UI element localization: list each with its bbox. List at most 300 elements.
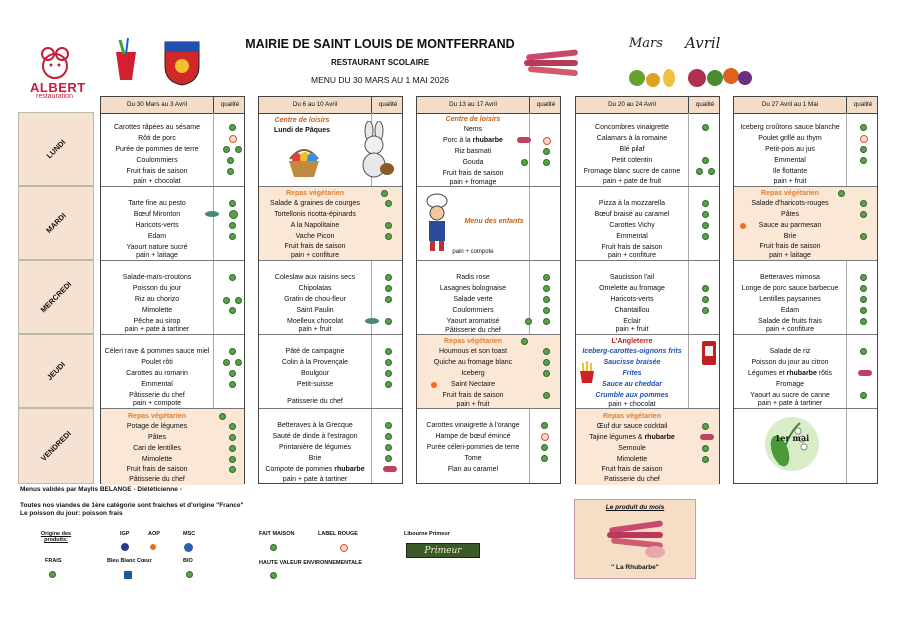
menu-mercredi (417, 261, 560, 335)
bio-icon (229, 445, 236, 452)
menu-jeudi (417, 335, 560, 409)
origine-label: Origine des produits: (40, 531, 72, 543)
bio-icon (229, 210, 238, 219)
meat-note: Toutes nos viandes de 1ère catégorie sont fraiches et d'origine "France" (20, 502, 244, 509)
rhubarb-photo-icon (605, 516, 667, 560)
menu-mercredi (101, 261, 244, 335)
frais-icon (385, 422, 392, 429)
msc-fish-icon (205, 211, 219, 217)
menu-line: Boulgour (300, 370, 330, 377)
rhubarb-icon (858, 370, 872, 376)
menu-line: Pâtes (148, 434, 166, 441)
menu-mercredi (259, 261, 402, 335)
event-centre-loisirs: Centre de loisirs (274, 117, 330, 124)
menu-line: Semoule (618, 445, 646, 452)
week-header (101, 97, 244, 114)
bio-icon (860, 285, 867, 292)
menu-line: Saucisse braisée (603, 359, 661, 366)
menu-line: Moelleux chocolat (286, 318, 344, 325)
frais-icon (385, 348, 392, 355)
bio-icon (385, 444, 392, 451)
menu-line: Coulommiers (452, 307, 494, 314)
week-header (576, 97, 719, 114)
bio-icon (860, 296, 867, 303)
produit-du-mois (574, 499, 696, 579)
menu-mardi (417, 187, 560, 261)
menu-line: Sauté de dinde à l'estragon (272, 433, 358, 440)
msc-label: MSC (183, 531, 196, 537)
label-rouge-label: LABEL ROUGE (318, 531, 358, 537)
aop-icon (150, 544, 156, 550)
drink-logo-icon (110, 36, 142, 88)
quality-header: qualité (846, 97, 879, 113)
menu-line: Edam (147, 233, 167, 240)
vegetarian-tag: Repas végétarien (603, 413, 661, 420)
menu-line: Sauce au parmesan (758, 222, 822, 229)
menu-line: Porc à la rhubarbe (443, 137, 503, 144)
frais-icon (543, 392, 550, 399)
bio-icon (860, 211, 867, 218)
frais-icon (229, 466, 236, 473)
menu-line: Petit-suisse (296, 381, 334, 388)
bio-icon (385, 285, 392, 292)
month-mars: Mars (629, 36, 663, 51)
easter-basket-icon (287, 139, 321, 179)
bio-icon (229, 307, 236, 314)
frais-icon (229, 124, 236, 131)
quality-header: qualité (529, 97, 562, 113)
menu-mardi (101, 187, 244, 261)
week-column-1 (100, 96, 245, 484)
menu-line: pain + fromage (449, 179, 497, 186)
menu-line: pain + fruit (456, 401, 490, 408)
week-header (734, 97, 877, 114)
menu-line: pain + pate à tartiner (282, 476, 348, 483)
months-illustration (617, 34, 757, 90)
menu-line: Poulet grillé au thym (758, 135, 822, 142)
vegetarian-tag: Repas végétarien (761, 190, 819, 197)
frais-icon (385, 274, 392, 281)
easter-bunny-icon (351, 121, 399, 179)
validated-note: Menus validés par Maylis BELANGE - Diététicienne - (20, 486, 182, 493)
rhubarb-icon (517, 137, 531, 143)
bio-icon (229, 456, 236, 463)
bio-icon (385, 222, 392, 229)
menu-line: Emmental (616, 233, 648, 240)
bio-icon (541, 444, 548, 451)
menu-line: Brie (308, 455, 322, 462)
menu-line: pain + fruit (773, 178, 807, 185)
menu-line: Salade verte (453, 296, 493, 303)
menu-line: Patisserie du chef (287, 398, 343, 405)
menu-line: Yaourt aromatisé (446, 318, 500, 325)
menu-line: Sauce au cheddar (602, 381, 662, 388)
frais-icon (543, 159, 550, 166)
frais-icon (219, 413, 226, 420)
month-avril: Avril (685, 34, 721, 52)
fish-note: Le poisson du jour: poisson frais (20, 510, 123, 517)
menu-vendredi (417, 409, 560, 485)
menu-line: Betteraves mimosa (760, 274, 820, 281)
bio-icon (229, 222, 236, 229)
menu-line: Purée céleri-pommes de terre (426, 444, 520, 451)
fries-icon (578, 361, 596, 383)
menu-line: Haricots-verts (610, 296, 654, 303)
menu-line: Saint Paulin (296, 307, 334, 314)
menu-line: Riz au chorizo (134, 296, 180, 303)
frais-icon (543, 296, 550, 303)
menu-line: Edam (780, 307, 800, 314)
week-column-5 (733, 96, 878, 484)
menu-line: Potage de légumes (126, 423, 188, 430)
week-column-2 (258, 96, 403, 484)
chef-character-icon (423, 193, 451, 253)
menu-line: Tarte fine au pesto (128, 200, 186, 207)
menu-period: MENU DU 30 MARS AU 1 MAI 2026 (311, 75, 449, 85)
bio-icon (385, 359, 392, 366)
fruits-vegetables-icon (617, 34, 757, 90)
produit-name: " La Rhubarbe" (611, 564, 659, 571)
menu-mercredi (734, 261, 877, 335)
menu-jeudi (734, 335, 877, 409)
rhubarb-icon (383, 466, 397, 472)
label-rouge-icon (860, 135, 868, 143)
frais-icon (860, 124, 867, 131)
menu-line: Iceberg (461, 370, 485, 377)
frais-icon (385, 233, 392, 240)
label-rouge-icon (702, 211, 709, 218)
frais-icon (860, 348, 867, 355)
menu-line: Œuf dur sauce cocktail (596, 423, 668, 430)
bio-icon (541, 455, 548, 462)
frais-icon (543, 274, 550, 281)
city-crest-icon (163, 40, 201, 86)
vegetarian-tag: Repas végétarien (286, 190, 344, 197)
bio-icon (235, 297, 242, 304)
menu-line: Pâtisserie du chef (445, 327, 501, 334)
menu-line: Salade de riz (769, 348, 811, 355)
frais-icon (702, 285, 709, 292)
quality-header: qualité (213, 97, 246, 113)
menu-line: Iceberg-carottes-oignons frits (582, 348, 682, 355)
menu-line: Céleri rave & pommes sauce miel (104, 348, 210, 355)
bio-icon (229, 381, 236, 388)
menu-line: Haricots-verts (135, 222, 179, 229)
menu-line: Tortellonis ricotta-épinards (274, 211, 356, 218)
menu-line: Fruit frais de saison (284, 243, 346, 250)
page-subtitle: RESTAURANT SCOLAIRE (330, 58, 430, 67)
menu-line: Calamars à la romaine (596, 135, 668, 142)
frais-icon (860, 200, 867, 207)
hve-icon (270, 572, 277, 579)
menu-line: Riz basmati (454, 148, 492, 155)
menu-line: Fruit frais de saison (126, 466, 188, 473)
page-title: MAIRIE DE SAINT LOUIS DE MONTFERRAND (245, 37, 515, 51)
frais-icon (229, 423, 236, 430)
week-dates: Du 13 au 17 Avril (449, 101, 497, 108)
bio-icon (543, 318, 550, 325)
day-label-vendredi: VENDREDI (18, 408, 94, 484)
menu-line: Chantaillou (614, 307, 650, 314)
menu-line: Radis rose (456, 274, 490, 281)
primeur-logo: Primeur (406, 543, 480, 558)
menu-vendredi (101, 409, 244, 485)
bio-icon (860, 392, 867, 399)
frais-icon (223, 359, 230, 366)
bio-icon (702, 456, 709, 463)
menu-line: pain + confiture (290, 252, 340, 259)
menu-line: pain + laitage (136, 252, 178, 259)
menu-line: Flan au caramel (447, 466, 499, 473)
brand-name: ALBERT (30, 80, 86, 95)
menu-line: Printanière de légumes (279, 444, 351, 451)
msc-icon (184, 543, 193, 552)
menu-line: Tajine légumes & rhubarbe (589, 434, 675, 441)
menu-line: pain + confiture (765, 326, 815, 333)
day-label-jeudi: JEUDI (18, 334, 94, 408)
frais-icon (696, 168, 703, 175)
menu-mardi (734, 187, 877, 261)
frais-icon (521, 338, 528, 345)
menu-line: pain + confiture (607, 252, 657, 259)
bio-icon (543, 307, 550, 314)
menu-line: pain + pate à tartiner (757, 400, 823, 407)
label-rouge-icon (385, 433, 392, 440)
day-label-lundi: LUNDI (18, 112, 94, 186)
bio-label: BIO (183, 558, 193, 564)
menu-line: Frites (622, 370, 642, 377)
menu-line: Crumble aux pommes (595, 392, 669, 399)
menu-line: Carottes vinaigrette à l'orange (426, 422, 520, 429)
theme-tag-angleterre: L'Angleterre (611, 338, 653, 345)
menu-lundi (101, 113, 244, 187)
quality-header: qualité (688, 97, 721, 113)
menu-line: Pâtisserie du chef (129, 476, 185, 483)
bio-icon (702, 222, 709, 229)
frais-icon (860, 274, 867, 281)
bio-icon (860, 233, 867, 240)
bio-icon (543, 285, 550, 292)
menu-vendredi (734, 409, 877, 485)
menu-line: Carottes râpées au sésame (114, 124, 200, 131)
bio-icon (229, 370, 236, 377)
frais-icon (525, 318, 532, 325)
week-dates: Du 20 au 24 Avril (608, 101, 656, 108)
bio-icon (543, 359, 550, 366)
week-dates: Du 6 au 10 Avril (292, 101, 338, 108)
bleu-blanc-coeur-icon (124, 571, 132, 579)
menu-line: Saucisson l'ail (609, 274, 655, 281)
menu-line: Salade d'haricots-rouges (751, 200, 829, 207)
menu-line: pain + compote (452, 249, 494, 255)
menu-line: Pizza à la mozzarella (598, 200, 666, 207)
bio-icon (229, 233, 236, 240)
menu-line: Gouda (462, 159, 484, 166)
week-header (417, 97, 560, 114)
aop-label: AOP (148, 531, 160, 537)
menu-line: Eclair (623, 318, 641, 325)
menu-line: Saint Nectaire (451, 381, 495, 388)
frais-icon (385, 318, 392, 325)
menu-line: Rôti de porc (138, 135, 176, 142)
menu-jeudi (259, 335, 402, 409)
menu-mercredi (576, 261, 719, 335)
aop-icon (431, 382, 437, 388)
bio-icon (702, 445, 709, 452)
msc-fish-icon (365, 318, 379, 324)
menu-jeudi (101, 335, 244, 409)
menu-line: Longe de porc sauce barbecue (741, 285, 839, 292)
menu-line: Carottes Vichy (609, 222, 655, 229)
bio-icon (235, 146, 242, 153)
menu-line: Carottes au romarin (126, 370, 188, 377)
menu-line: Quiche au fromage blanc (433, 359, 513, 366)
menu-line: Iceberg croûtons sauce blanche (740, 124, 840, 131)
menu-lundi (259, 113, 402, 187)
menu-line: Poisson du jour au citron (751, 359, 829, 366)
frais-icon (702, 200, 709, 207)
bio-icon (702, 233, 709, 240)
rhubarb-illustration-icon (522, 44, 582, 78)
menu-line: Fromage blanc sucre de canne (583, 168, 681, 175)
menu-line: Brie (783, 233, 797, 240)
menu-line: Tome (464, 455, 482, 462)
mai-label: 1er mai (774, 433, 810, 443)
frais-icon (49, 571, 56, 578)
menu-line: Cari de lentilles (133, 445, 181, 452)
menu-line: Bœuf braisé au caramel (594, 211, 670, 218)
bio-icon (860, 307, 867, 314)
frais-icon (702, 307, 709, 314)
menu-line: Nems (463, 126, 483, 133)
menu-line: Pâtisserie du chef (129, 392, 185, 399)
menu-line: Chipolatas (298, 285, 332, 292)
frais-icon (223, 146, 230, 153)
bio-icon (543, 148, 550, 155)
menu-jeudi (576, 335, 719, 409)
menu-line: pain + laitage (769, 252, 811, 259)
bio-icon (385, 296, 392, 303)
week-column-4 (575, 96, 720, 484)
menu-line: Mimolette (616, 456, 648, 463)
bio-icon (702, 296, 709, 303)
menu-line: Colin à la Provençale (281, 359, 349, 366)
frais-icon (860, 318, 867, 325)
frais-icon (543, 370, 550, 377)
label-rouge-icon (543, 137, 551, 145)
menu-line: Fruit frais de saison (601, 466, 663, 473)
menu-line: Mimolette (141, 456, 173, 463)
menu-line: Betteraves à la Grecque (277, 422, 353, 429)
bio-icon (186, 571, 193, 578)
hve-label: HAUTE VALEUR ENVIRONNEMENTALE (259, 560, 363, 566)
menu-line: Concombres vinaigrette (595, 124, 669, 131)
bio-icon (385, 200, 392, 207)
menu-line: Lasagnes bolognaise (439, 285, 507, 292)
menu-line: Yaourt au sucre de canne (750, 392, 830, 399)
bio-icon (223, 297, 230, 304)
menu-line: Mimolette (141, 307, 173, 314)
fait-maison-label: FAIT MAISON (259, 531, 295, 537)
bio-icon (521, 159, 528, 166)
bio-icon (229, 434, 236, 441)
vegetarian-tag: Repas végétarien (444, 338, 502, 345)
bio-icon (227, 157, 234, 164)
menu-line: Yaourt nature sucré (126, 244, 188, 251)
week-header (259, 97, 402, 114)
frais-icon (229, 274, 236, 281)
page-header (210, 37, 550, 85)
quality-header: qualité (371, 97, 404, 113)
menu-line: Fromage (775, 381, 804, 388)
phone-box-icon (700, 339, 718, 365)
menu-line: Lentilles paysannes (759, 296, 821, 303)
menu-line: Salade-maïs-croutons (122, 274, 192, 281)
menu-line: Salade & graines de courges (270, 200, 360, 207)
label-rouge-icon (340, 544, 348, 552)
frais-icon (381, 190, 388, 197)
menu-line: Hampe de bœuf émincé (435, 433, 511, 440)
bio-icon (860, 146, 867, 153)
menu-line: Houmous et son toast (438, 348, 508, 355)
bio-icon (385, 381, 392, 388)
menu-line: Petit-pois au jus (765, 146, 815, 153)
frais-label: FRAIS (45, 558, 62, 564)
menu-line: Fruit frais de saison (601, 244, 663, 251)
event-lundi-paques: Lundi de Pâques (273, 127, 330, 134)
produit-title: Le produit du mois (605, 504, 665, 511)
menu-line: Gratin de chou-fleur (284, 296, 346, 303)
vegetarian-tag: Repas végétarien (128, 413, 186, 420)
menu-lundi (576, 113, 719, 187)
menu-line: Coleslaw aux raisins secs (274, 274, 356, 281)
menu-line: Fruit frais de saison (759, 243, 821, 250)
menu-line: Poulet rôti (141, 359, 173, 366)
menu-line: Pêche au sirop (133, 318, 181, 325)
menu-line: Fruit frais de saison (442, 170, 504, 177)
day-label-mardi: MARDI (18, 186, 94, 260)
frais-icon (541, 422, 548, 429)
albert-logo (22, 44, 102, 102)
frais-icon (385, 370, 392, 377)
menu-line: pain + compote (132, 400, 182, 407)
menu-line: Légumes et rhubarbe rôtis (747, 370, 833, 377)
menu-line: Blé pilaf (619, 146, 645, 153)
menu-line: pain + fruit (298, 326, 332, 333)
menu-line: A la Napolitaine (290, 222, 340, 229)
menu-line: Bœuf Mironton (133, 211, 181, 218)
fait-maison-icon (270, 544, 277, 551)
menu-line: Compote de pommes rhubarbe (265, 466, 365, 473)
menu-line: Emmental (141, 381, 173, 388)
label-rouge-icon (541, 433, 549, 441)
menu-line: Emmental (774, 157, 806, 164)
week-dates: Du 27 Avril au 1 Mai (761, 101, 819, 108)
menu-mardi (576, 187, 719, 261)
menu-lundi (734, 113, 877, 187)
igp-icon (121, 543, 129, 551)
menu-line: pain + pate de fruit (602, 178, 662, 185)
event-centre-loisirs: Centre de loisirs (445, 116, 501, 123)
brand-sub: restauration (36, 93, 73, 100)
menu-vendredi (259, 409, 402, 485)
menu-line: Pâté de campagne (285, 348, 345, 355)
bio-icon (860, 157, 867, 164)
bio-icon (702, 124, 709, 131)
bio-icon (235, 359, 242, 366)
menu-line: pain + pate à tartiner (124, 326, 190, 333)
frais-icon (227, 168, 234, 175)
